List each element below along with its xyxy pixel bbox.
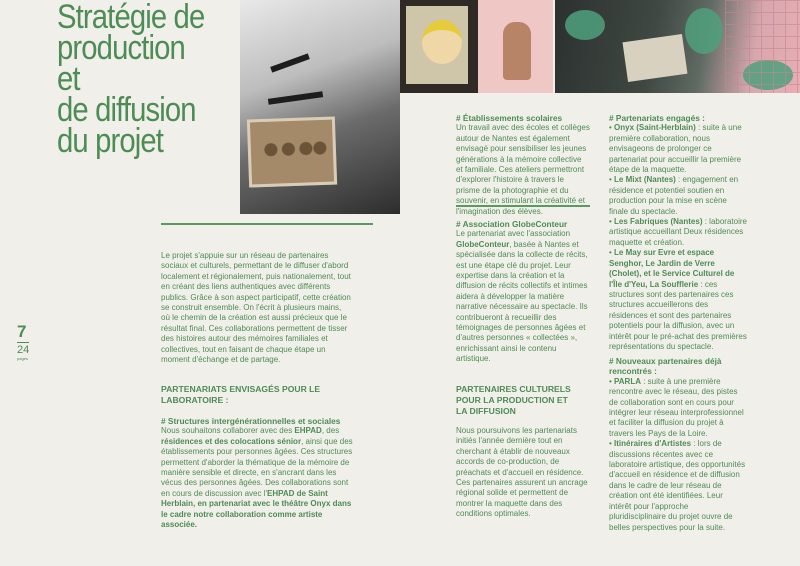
new-partner-item: • PARLA : suite à une première rencontre avec le réseau, des pistes de collaboration sont en cours pour intégrer leur réseau interprofessionnel et faciliter la diffusion du projet à travers les Pays de la Loire. (609, 376, 744, 438)
collage-photo-portrait (400, 0, 478, 93)
lab-text-3: , ainsi que des établissements pour personnes âgées. Ces structures permettent d'aborder la thématique de la mémoire de manière sensible et directe, en s'ancrant dans les vécus des personnes âgées. Des collaborations sont en cours de discussion avec l' (161, 436, 353, 498)
engaged-item: • Les Fabriques (Nantes) : laboratoire artistique accueillant Deux résidences maquette et création. (609, 217, 747, 247)
culture-text: Nous poursuivons les partenariats initiés l'année dernière tout en cherchant à établir de nouveaux accords de co-production, de préachats et d'accueil en résidence. Ces partenaires assurent un ancrage régional solide et permettent de montrer la maquette dans des conditions optimales. (456, 426, 588, 519)
page-title: Stratégie de production et de diffusion du projet (57, 0, 205, 160)
engaged-item: • Onyx (Saint-Herblain) : suite à une première collaboration, nous envisageons de prolonger ce partenariat pour accueillir la première étape de la maquette. (609, 123, 742, 175)
lab-text-1: Nous souhaitons collaborer avec des (161, 426, 295, 436)
new-partners-section (609, 356, 747, 533)
lab-bold-1: EHPAD (294, 426, 322, 436)
globe-section (456, 219, 590, 365)
section-number: 7 (17, 322, 27, 341)
engaged-item: • Le Mixt (Nantes) : engagement en résidence et potentiel soutien en production pour la mise en scène finale du spectacle. (609, 175, 739, 216)
page-marker (17, 324, 37, 361)
engaged-section (609, 113, 747, 352)
lab-text-2: , des (321, 426, 340, 436)
lab-heading: PARTENARIATS ENVISAGÉS POUR LE LABORATOIRE : (161, 384, 321, 405)
divider-left (161, 223, 373, 225)
culture-heading: PARTENAIRES CULTURELS POUR LA PRODUCTION ET LA DIFFUSION (456, 384, 571, 416)
globe-text-1: Le partenariat avec l'association (456, 229, 571, 239)
new-partners-subheading: # Nouveaux partenaires déjà rencontrés : (609, 356, 722, 377)
globe-subheading: # Association GlobeConteur (456, 219, 568, 229)
archive-photo-hands (240, 0, 400, 214)
intro-paragraph: Le projet s'appuie sur un réseau de partenaires sociaux et culturels, permettant de le diffuser d'abord localement et régionalement, puis nationalement, tout en créant des liens authentiques avec différents publics. Grâce à son aspect participatif, cette création se construit ensemble. On l'écrit à plusieurs mains, où le chemin de la création est aussi précieux que le résultat final. Ces collaborations permettent de tisser des histoires autour des mémoires familiales et collectives, tout en faisant de chaque étape un moment d'échange et de partage. (161, 251, 351, 365)
page-number: 24 (17, 344, 30, 356)
globe-bold: GlobeConteur (456, 239, 510, 249)
engaged-subheading: # Partenariats engagés : (609, 113, 705, 123)
collage-photo-figure (478, 0, 553, 93)
schools-subheading: # Établissements scolaires (456, 113, 563, 123)
engaged-item: • Le May sur Evre et espace Senghor, Le Jardin de Verre (Cholet), et le Service Culturel de l'Île d'Yeu, La Soufflerie : ces structures sont des partenaires ces structures accueillerons des résidences et sont des partenaires potentiels pour la diffusion, avec un intérêt pour le pré-achat des premières représentations du spectacle. (609, 248, 747, 351)
lab-subheading: # Structures intergénérationnelles et sociales (161, 416, 341, 426)
collage-photo-table (555, 0, 800, 93)
schools-text: Un travail avec des écoles et collèges autour de Nantes est également envisagé pour sensibiliser les jeunes générations à la mémoire collective et familiale. Ces ateliers permettront d'explorer l'histoire à travers le prisme de la photographie et du souvenir, en stimulant la créativité et l'imagination des élèves. (456, 123, 590, 216)
page-word: pages (17, 356, 28, 361)
lab-bold-3: EHPAD de Saint Herblain, en partenariat avec le théâtre Onyx dans le cadre notre collaboration comme artiste associée. (161, 488, 352, 530)
schools-section (456, 113, 590, 217)
globe-text-2: , basée à Nantes et spécialisée dans la collecte de récits, est une étape clé du projet. Leur expertise dans la création et la diffusion de récits collectifs et intimes aidera à développer la matière narrative nécessaire au spectacle. Ils contribueront à recueillir des témoignages de personnes âgées et d'autres personnes « collectées », enrichissant ainsi le contenu artistique. (456, 239, 588, 364)
lab-section (161, 416, 357, 530)
lab-bold-2: résidences et des colocations sénior (161, 436, 302, 446)
new-partner-item: • Itinéraires d'Artistes : lors de discussions récentes avec ce laboratoire artistique, des opportunités d'accueil en résidence et de diffusion dans le cadre de leur réseau de création ont été identifiées. Leur intérêt pour l'approche pluridisciplinaire du projet ouvre de belles perspectives pour la suite. (609, 439, 746, 532)
